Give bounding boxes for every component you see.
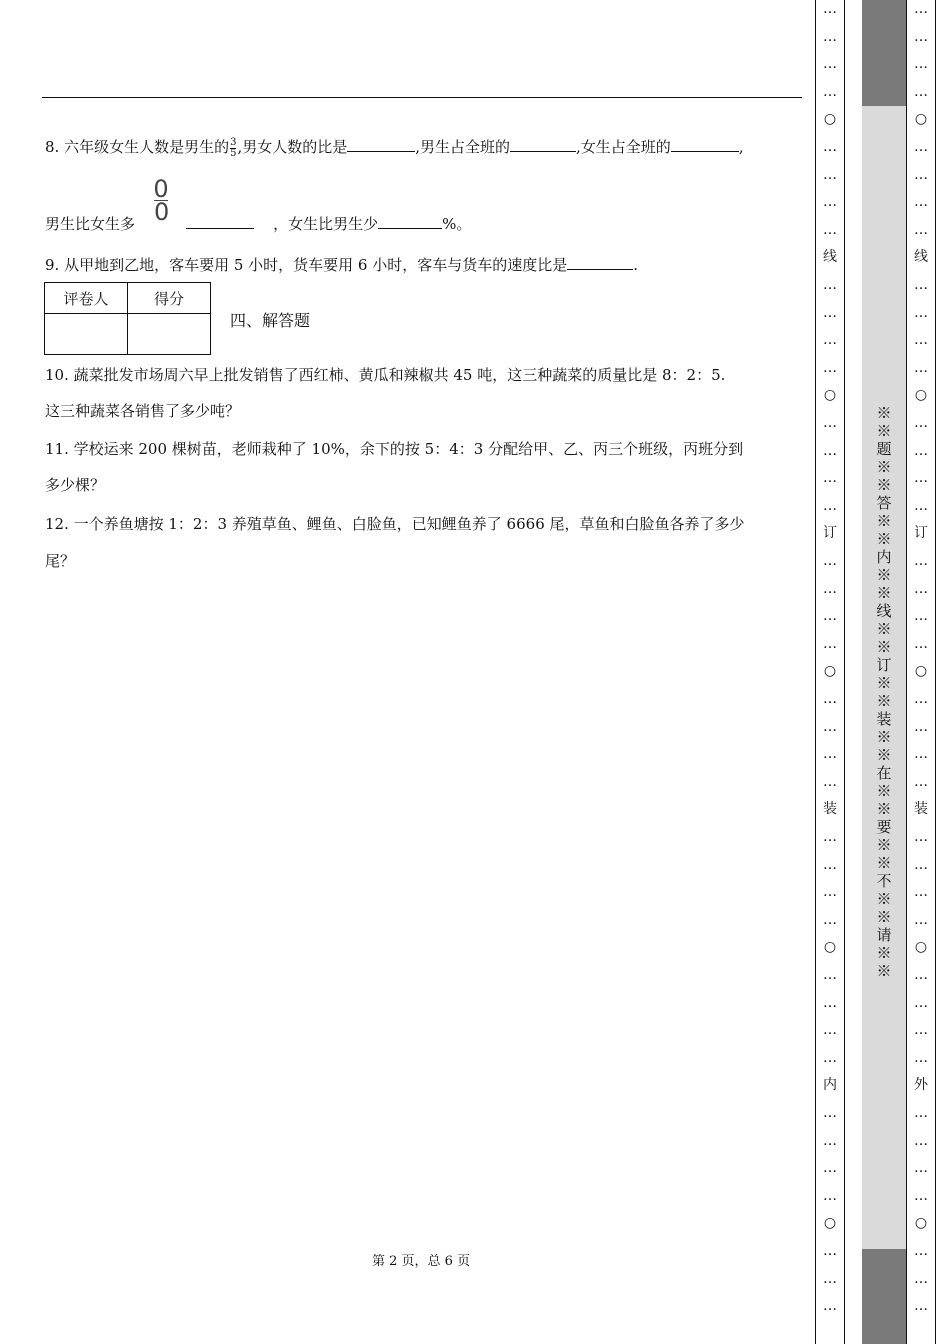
answer-blank-speed-ratio[interactable]: [567, 255, 633, 270]
binding-dots: …: [823, 884, 837, 901]
binding-dots: …: [914, 1187, 928, 1204]
binding-dots: …: [914, 856, 928, 873]
binding-dots: …: [914, 1132, 928, 1149]
question-10-line2: 这三种蔬菜各销售了多少吨？: [45, 402, 241, 420]
binding-dots: …: [914, 884, 928, 901]
score-cell[interactable]: [128, 314, 211, 355]
binding-dots: …: [914, 415, 928, 431]
section-title: 四、解答题: [230, 311, 311, 330]
binding-dots: …: [914, 746, 928, 763]
binding-dots: …: [823, 1022, 837, 1039]
binding-dots: …: [914, 304, 928, 321]
binding-dots: …: [823, 497, 837, 514]
binding-dots: …: [823, 1049, 837, 1066]
score-table: [44, 282, 211, 355]
binding-dots: …: [823, 829, 837, 845]
binding-dots: …: [914, 691, 928, 707]
binding-dots: …: [914, 608, 928, 625]
binding-dots: …: [914, 829, 928, 845]
binding-dots: …: [823, 1243, 837, 1259]
binding-dots: …: [914, 221, 928, 238]
binding-dots: …: [823, 1105, 837, 1121]
binding-dots: …: [914, 1243, 928, 1259]
binding-dots: …: [823, 691, 837, 707]
fraction-three-fifths: $\frac{3}{5}$: [230, 136, 237, 159]
binding-dots: …: [914, 994, 928, 1011]
binding-dots: …: [823, 553, 837, 569]
binding-strip-outer: [906, 0, 936, 1344]
binding-dots: …: [823, 580, 837, 597]
answer-blank-boys-share[interactable]: [510, 137, 576, 152]
question-8-line2-rest: ，女生比男生少 %。: [186, 214, 471, 234]
binding-dots: …: [823, 1132, 837, 1149]
binding-dots: …: [823, 746, 837, 763]
binding-dots: …: [914, 1, 928, 17]
binding-label: 装: [823, 801, 837, 818]
binding-dots: …: [823, 28, 837, 45]
answer-blank-girls-less[interactable]: [378, 214, 442, 229]
binding-warning-text: ※※题※※答※※内※※线※※订※※装※※在※※要※※不※※请※※: [876, 404, 892, 980]
binding-dots: …: [914, 28, 928, 45]
binding-circle: ○: [914, 387, 928, 404]
binding-circle: ○: [823, 387, 837, 404]
binding-dots: …: [914, 1160, 928, 1177]
question-11-line1: 11. 学校运来 200 棵树苗，老师栽种了 10%，余下的按 5：4：3 分配给甲、乙、丙三个班级，丙班分到: [45, 440, 744, 458]
binding-dots: …: [823, 718, 837, 735]
binding-label: 订: [914, 525, 928, 542]
binding-dots: …: [914, 911, 928, 928]
question-11-line2: 多少棵？: [45, 476, 106, 494]
binding-circle: ○: [914, 663, 928, 680]
binding-dots: …: [823, 1160, 837, 1177]
binding-dots: …: [823, 194, 837, 211]
reviewer-header: 评卷人: [45, 283, 128, 314]
binding-dots: …: [823, 221, 837, 238]
binding-strip-inner: [815, 0, 845, 1344]
binding-dots: …: [914, 1022, 928, 1039]
binding-dots: …: [823, 470, 837, 487]
binding-dots: …: [823, 415, 837, 431]
binding-label: 线: [914, 249, 928, 266]
binding-dots: …: [914, 1049, 928, 1066]
gray-band-bottom: [862, 1249, 906, 1344]
binding-label: 订: [823, 525, 837, 542]
reviewer-cell[interactable]: [45, 314, 128, 355]
binding-dots: …: [823, 856, 837, 873]
binding-dots: …: [914, 194, 928, 211]
answer-blank-girls-share[interactable]: [671, 137, 739, 152]
binding-dots: …: [823, 56, 837, 73]
binding-dots: …: [823, 967, 837, 983]
binding-dots: …: [914, 967, 928, 983]
question-12-line1: 12. 一个养鱼塘按 1：2：3 养殖草鱼、鲤鱼、白脸鱼，已知鲤鱼养了 6666 尾，草鱼和白脸鱼各养了多少: [45, 515, 745, 533]
question-8-line2: 男生比女生多: [45, 215, 136, 233]
gray-band-top: [862, 0, 906, 106]
binding-dots: …: [914, 1298, 928, 1315]
binding-circle: ○: [914, 111, 928, 128]
binding-dots: …: [914, 553, 928, 569]
binding-dots: …: [914, 773, 928, 790]
binding-dots: …: [823, 139, 837, 155]
binding-label: 线: [823, 249, 837, 266]
binding-dots: …: [914, 497, 928, 514]
binding-dots: …: [914, 442, 928, 459]
placeholder-fraction: $\frac{0}{0}$: [153, 175, 170, 226]
question-8-line1: 8. 六年级女生人数是男生的$\frac{3}{5}$ ,男女人数的比是 ,男生占全班的 ,女生占全班的 ,: [45, 136, 744, 159]
binding-dots: …: [914, 139, 928, 155]
binding-dots: …: [823, 1298, 837, 1315]
binding-dots: …: [914, 277, 928, 293]
binding-dots: …: [823, 1187, 837, 1204]
binding-dots: …: [914, 83, 928, 100]
binding-dots: …: [823, 608, 837, 625]
question-10-line1: 10. 蔬菜批发市场周六早上批发销售了西红柿、黄瓜和辣椒共 45 吨，这三种蔬菜的质量比是 8：2：5.: [45, 366, 726, 384]
binding-dots: …: [914, 635, 928, 652]
binding-dots: …: [823, 911, 837, 928]
binding-dots: …: [914, 470, 928, 487]
binding-dots: …: [823, 332, 837, 349]
binding-dots: …: [823, 442, 837, 459]
score-header: 得分: [128, 283, 211, 314]
binding-label: 外: [914, 1077, 928, 1094]
binding-circle: ○: [823, 939, 837, 956]
binding-dots: …: [914, 332, 928, 349]
question-12-line2: 尾？: [45, 552, 76, 570]
binding-circle: ○: [914, 939, 928, 956]
binding-circle: ○: [823, 1215, 837, 1232]
binding-dots: …: [823, 359, 837, 376]
binding-dots: …: [914, 359, 928, 376]
binding-dots: …: [914, 580, 928, 597]
question-9: 9. 从甲地到乙地，客车要用 5 小时，货车要用 6 小时，客车与货车的速度比是 .: [45, 256, 639, 274]
binding-dots: …: [823, 773, 837, 790]
answer-blank-ratio[interactable]: [347, 137, 415, 152]
answer-blank-boys-more[interactable]: [186, 214, 254, 229]
binding-label: 内: [823, 1077, 837, 1094]
binding-circle: ○: [823, 663, 837, 680]
binding-dots: …: [914, 166, 928, 183]
binding-dots: …: [823, 635, 837, 652]
binding-dots: …: [914, 718, 928, 735]
binding-dots: …: [914, 56, 928, 73]
binding-dots: …: [823, 277, 837, 293]
binding-dots: …: [914, 1105, 928, 1121]
binding-dots: …: [823, 166, 837, 183]
binding-dots: …: [823, 994, 837, 1011]
binding-dots: …: [823, 1270, 837, 1287]
binding-label: 装: [914, 801, 928, 818]
binding-circle: ○: [823, 111, 837, 128]
binding-dots: …: [823, 304, 837, 321]
binding-dots: …: [823, 83, 837, 100]
binding-dots: …: [823, 1, 837, 17]
page-footer: 第 2 页，总 6 页: [372, 1254, 471, 1269]
binding-circle: ○: [914, 1215, 928, 1232]
header-rule: [42, 97, 802, 98]
binding-dots: …: [914, 1270, 928, 1287]
